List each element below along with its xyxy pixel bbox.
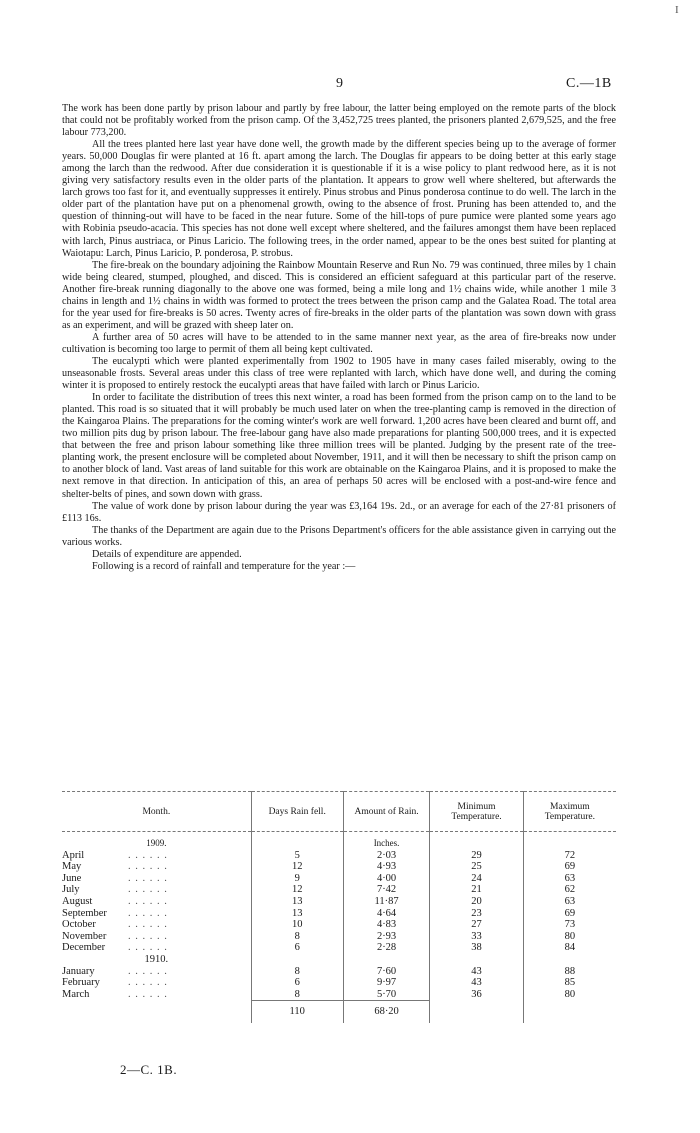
month-name: September <box>62 907 107 919</box>
header-max-temp: Maximum Temperature. <box>523 792 616 832</box>
max-temp-cell: 80 <box>523 931 616 943</box>
month-name: July <box>62 884 80 896</box>
table-row <box>62 977 616 989</box>
amount-cell: 4·93 <box>343 861 430 873</box>
amount-cell: 9·97 <box>343 977 430 989</box>
month-name: January <box>62 965 95 977</box>
amount-cell: 4·00 <box>343 873 430 885</box>
month-cell <box>62 908 251 920</box>
leader-dots: . . . . . . <box>128 895 168 907</box>
paragraph: All the trees planted here last year have done well, the growth made by the different species being up to the average of former years. 50,000 Douglas fir were planted at 16 ft. apart among the larch. The Douglas fir appears to be doing better at this early stage among the larch than the redwood. After due consideration it is questionable if it is a wise policy to plant redwood here, as it is not giving very satisfactory results even in the older parts of the plantation. It appears to grow well where sheltered, but afterwards the larch grows too fast for it, and eventually suppresses it entirely. Pinus strobus and Pinus ponderosa continue to do well. The larch in the older part of the plantation have put on a phenomenal growth, owing to the absence of frost. Pruning has been attended to, and the question of thinning-out will have to be faced in the near future. Some of the hill-tops of pure pumice were planted some years ago with Robinia pseudo-acacia. This species has not done well except where sheltered, and the failures amongst them have been replaced with larch, Pinus austriaca, or Pinus Laricio. The following trees, in the order named, appear to be the ones best suited for planting at Waiotapu: Larch, Pinus Laricio, P. ponderosa, P. strobus. <box>62 139 616 259</box>
month-cell <box>62 884 251 896</box>
leader-dots: . . . . . . <box>128 919 168 931</box>
min-temp-cell: 38 <box>430 942 523 954</box>
table-row <box>62 884 616 896</box>
month-name: August <box>62 895 93 907</box>
min-temp-cell: 23 <box>430 908 523 920</box>
min-temp-cell: 20 <box>430 896 523 908</box>
days-cell: 6 <box>251 977 343 989</box>
paragraph: A further area of 50 acres will have to be attended to in the same manner next year, as the area of fire-breaks now under cultivation is becoming too large to permit of them all being kept cultivated. <box>62 331 616 355</box>
max-temp-cell: 85 <box>523 977 616 989</box>
corner-mark: I <box>675 4 679 16</box>
month-cell <box>62 896 251 908</box>
body-text <box>62 103 616 573</box>
days-cell: 12 <box>251 884 343 896</box>
table-header-row <box>62 792 616 832</box>
days-cell: 8 <box>251 989 343 1001</box>
table-row <box>62 850 616 862</box>
days-cell: 13 <box>251 896 343 908</box>
min-temp-cell: 24 <box>430 873 523 885</box>
leader-dots: . . . . . . <box>128 861 168 873</box>
rainfall-temperature-table <box>62 791 616 1023</box>
leader-dots: . . . . . . <box>128 988 168 1000</box>
leader-dots: . . . . . . <box>128 849 168 861</box>
amount-cell: 5·70 <box>343 989 430 1001</box>
table-row <box>62 908 616 920</box>
month-cell <box>62 873 251 885</box>
amount-cell: 4·64 <box>343 908 430 920</box>
leader-dots: . . . . . . <box>128 930 168 942</box>
min-temp-cell: 33 <box>430 931 523 943</box>
amount-cell: 2·28 <box>343 942 430 954</box>
month-name: December <box>62 942 106 954</box>
month-cell <box>62 942 251 954</box>
paragraph: The eucalypti which were planted experimentally from 1902 to 1905 have in many cases failed miserably, owing to the unseasonable frosts. Several areas under this class of tree were replanted with larch, which have done well, and during the coming winter it is proposed to entirely restock the eucalypti areas that have failed with larch or Pinus Laricio. <box>62 355 616 392</box>
min-temp-cell: 21 <box>430 884 523 896</box>
month-cell <box>62 850 251 862</box>
amount-cell: 2·03 <box>343 850 430 862</box>
month-name: March <box>62 988 90 1000</box>
table-row <box>62 919 616 931</box>
table-row <box>62 989 616 1001</box>
max-temp-cell: 63 <box>523 873 616 885</box>
table-row <box>62 966 616 978</box>
days-cell: 6 <box>251 942 343 954</box>
min-temp-cell: 29 <box>430 850 523 862</box>
leader-dots: . . . . . . <box>128 942 168 954</box>
sheet-signature: 2—C. 1B. <box>120 1062 178 1077</box>
units-label: Inches. <box>343 838 430 850</box>
amount-cell: 7·42 <box>343 884 430 896</box>
year-row <box>62 838 616 850</box>
month-cell <box>62 966 251 978</box>
max-temp-cell: 84 <box>523 942 616 954</box>
table-row <box>62 931 616 943</box>
min-temp-cell: 36 <box>430 989 523 1001</box>
month-cell <box>62 977 251 989</box>
month-name: May <box>62 861 82 873</box>
days-cell: 10 <box>251 919 343 931</box>
max-temp-cell: 72 <box>523 850 616 862</box>
paragraph: Details of expenditure are appended. <box>92 548 242 560</box>
max-temp-cell: 69 <box>523 908 616 920</box>
header-amount-rain: Amount of Rain. <box>343 792 430 832</box>
table-row <box>62 873 616 885</box>
min-temp-cell: 43 <box>430 966 523 978</box>
days-cell: 8 <box>251 931 343 943</box>
total-days: 110 <box>251 1001 343 1024</box>
year-label: 1910. <box>144 953 169 965</box>
days-cell: 9 <box>251 873 343 885</box>
month-name: February <box>62 977 100 989</box>
table-row <box>62 942 616 954</box>
amount-cell: 4·83 <box>343 919 430 931</box>
leader-dots: . . . . . . <box>128 965 168 977</box>
month-cell <box>62 989 251 1001</box>
max-temp-cell: 62 <box>523 884 616 896</box>
days-cell: 8 <box>251 966 343 978</box>
max-temp-cell: 73 <box>523 919 616 931</box>
totals-row <box>62 1001 616 1024</box>
max-temp-cell: 69 <box>523 861 616 873</box>
month-cell <box>62 931 251 943</box>
amount-cell: 7·60 <box>343 966 430 978</box>
paragraph: The value of work done by prison labour during the year was £3,164 19s. 2d., or an average for each of the 27·81 prisoners of £113 16s. <box>62 500 616 524</box>
leader-dots: . . . . . . <box>128 907 168 919</box>
leader-dots: . . . . . . <box>128 872 168 884</box>
month-cell <box>62 919 251 931</box>
month-name: October <box>62 919 96 931</box>
min-temp-cell: 25 <box>430 861 523 873</box>
days-cell: 12 <box>251 861 343 873</box>
header-days-rain: Days Rain fell. <box>251 792 343 832</box>
leader-dots: . . . . . . <box>128 977 168 989</box>
page-number: 9 <box>336 76 343 91</box>
min-temp-cell: 43 <box>430 977 523 989</box>
month-cell <box>62 861 251 873</box>
amount-cell: 2·93 <box>343 931 430 943</box>
month-name: June <box>62 872 82 884</box>
month-name: April <box>62 849 85 861</box>
page-reference: C.—1B <box>566 76 612 91</box>
paragraph: The thanks of the Department are again due to the Prisons Department's officers for the able assistance given in carrying out the various works. <box>62 524 616 548</box>
month-name: November <box>62 930 107 942</box>
paragraph: Following is a record of rainfall and temperature for the year :— <box>92 560 356 572</box>
header-month: Month. <box>62 792 251 832</box>
max-temp-cell: 80 <box>523 989 616 1001</box>
header-min-temp: Minimum Temperature. <box>430 792 523 832</box>
table-row <box>62 861 616 873</box>
paragraph: The fire-break on the boundary adjoining the Rainbow Mountain Reserve and Run No. 79 was continued, three miles by 1 chain wide being cleared, stumped, ploughed, and disced. This is considered an efficient safeguard at this particular part of the reserve. Another fire-break running diagonally to the above one was formed, being a mile long and 1½ chains wide, while another 1 mile 3 chains in length and 1½ chains in width was formed to protect the trees between the prison camp and the Galatea Road. The total area for the year used for fire-breaks is 50 acres. Twenty acres of fire-breaks in the older parts of the plantation was sown down with grass as an experiment, and will be grazed with sheep later on. <box>62 259 616 331</box>
table-row <box>62 896 616 908</box>
max-temp-cell: 63 <box>523 896 616 908</box>
year-row <box>62 954 616 966</box>
paragraph: The work has been done partly by prison labour and partly by free labour, the latter being employed on the remote parts of the block that could not be profitably worked from the prison camp. Of the 3,452,725 trees planted, the prisoners planted 2,679,525, and the free labour 773,200. <box>62 103 616 139</box>
amount-cell: 11·87 <box>343 896 430 908</box>
year-label: 1909. <box>146 838 167 848</box>
max-temp-cell: 88 <box>523 966 616 978</box>
days-cell: 13 <box>251 908 343 920</box>
min-temp-cell: 27 <box>430 919 523 931</box>
paragraph: In order to facilitate the distribution of trees this next winter, a road has been formed from the prison camp on to the land to be planted. This road is so situated that it will probably be much used later on when the tree-planting camp is removed in the direction of the Kaingaroa Plains. The preparations for the coming winter's work are well forward. 1,200 acres have been cleared and burnt off, and two million pits dug by prison labour. The free-labour gang have also made preparations for planting 500,000 trees, and it is expected that between the free and prison labour something like three million trees will be planted. Judging by the present rate of the tree-planting work, the present enclosure will be completed about November, 1911, and it will then be necessary to shift the prison camp on to another block of land. Vast areas of land suitable for this work are obtainable on the Kaingaroa Plains, and it is proposed to make the next remove in that direction. In anticipation of this, an area of perhaps 50 acres will be enclosed with a post-and-wire fence and shelter-belts of pines, and sown down with grass. <box>62 392 616 500</box>
days-cell: 5 <box>251 850 343 862</box>
total-amount: 68·20 <box>343 1001 430 1024</box>
leader-dots: . . . . . . <box>128 884 168 896</box>
